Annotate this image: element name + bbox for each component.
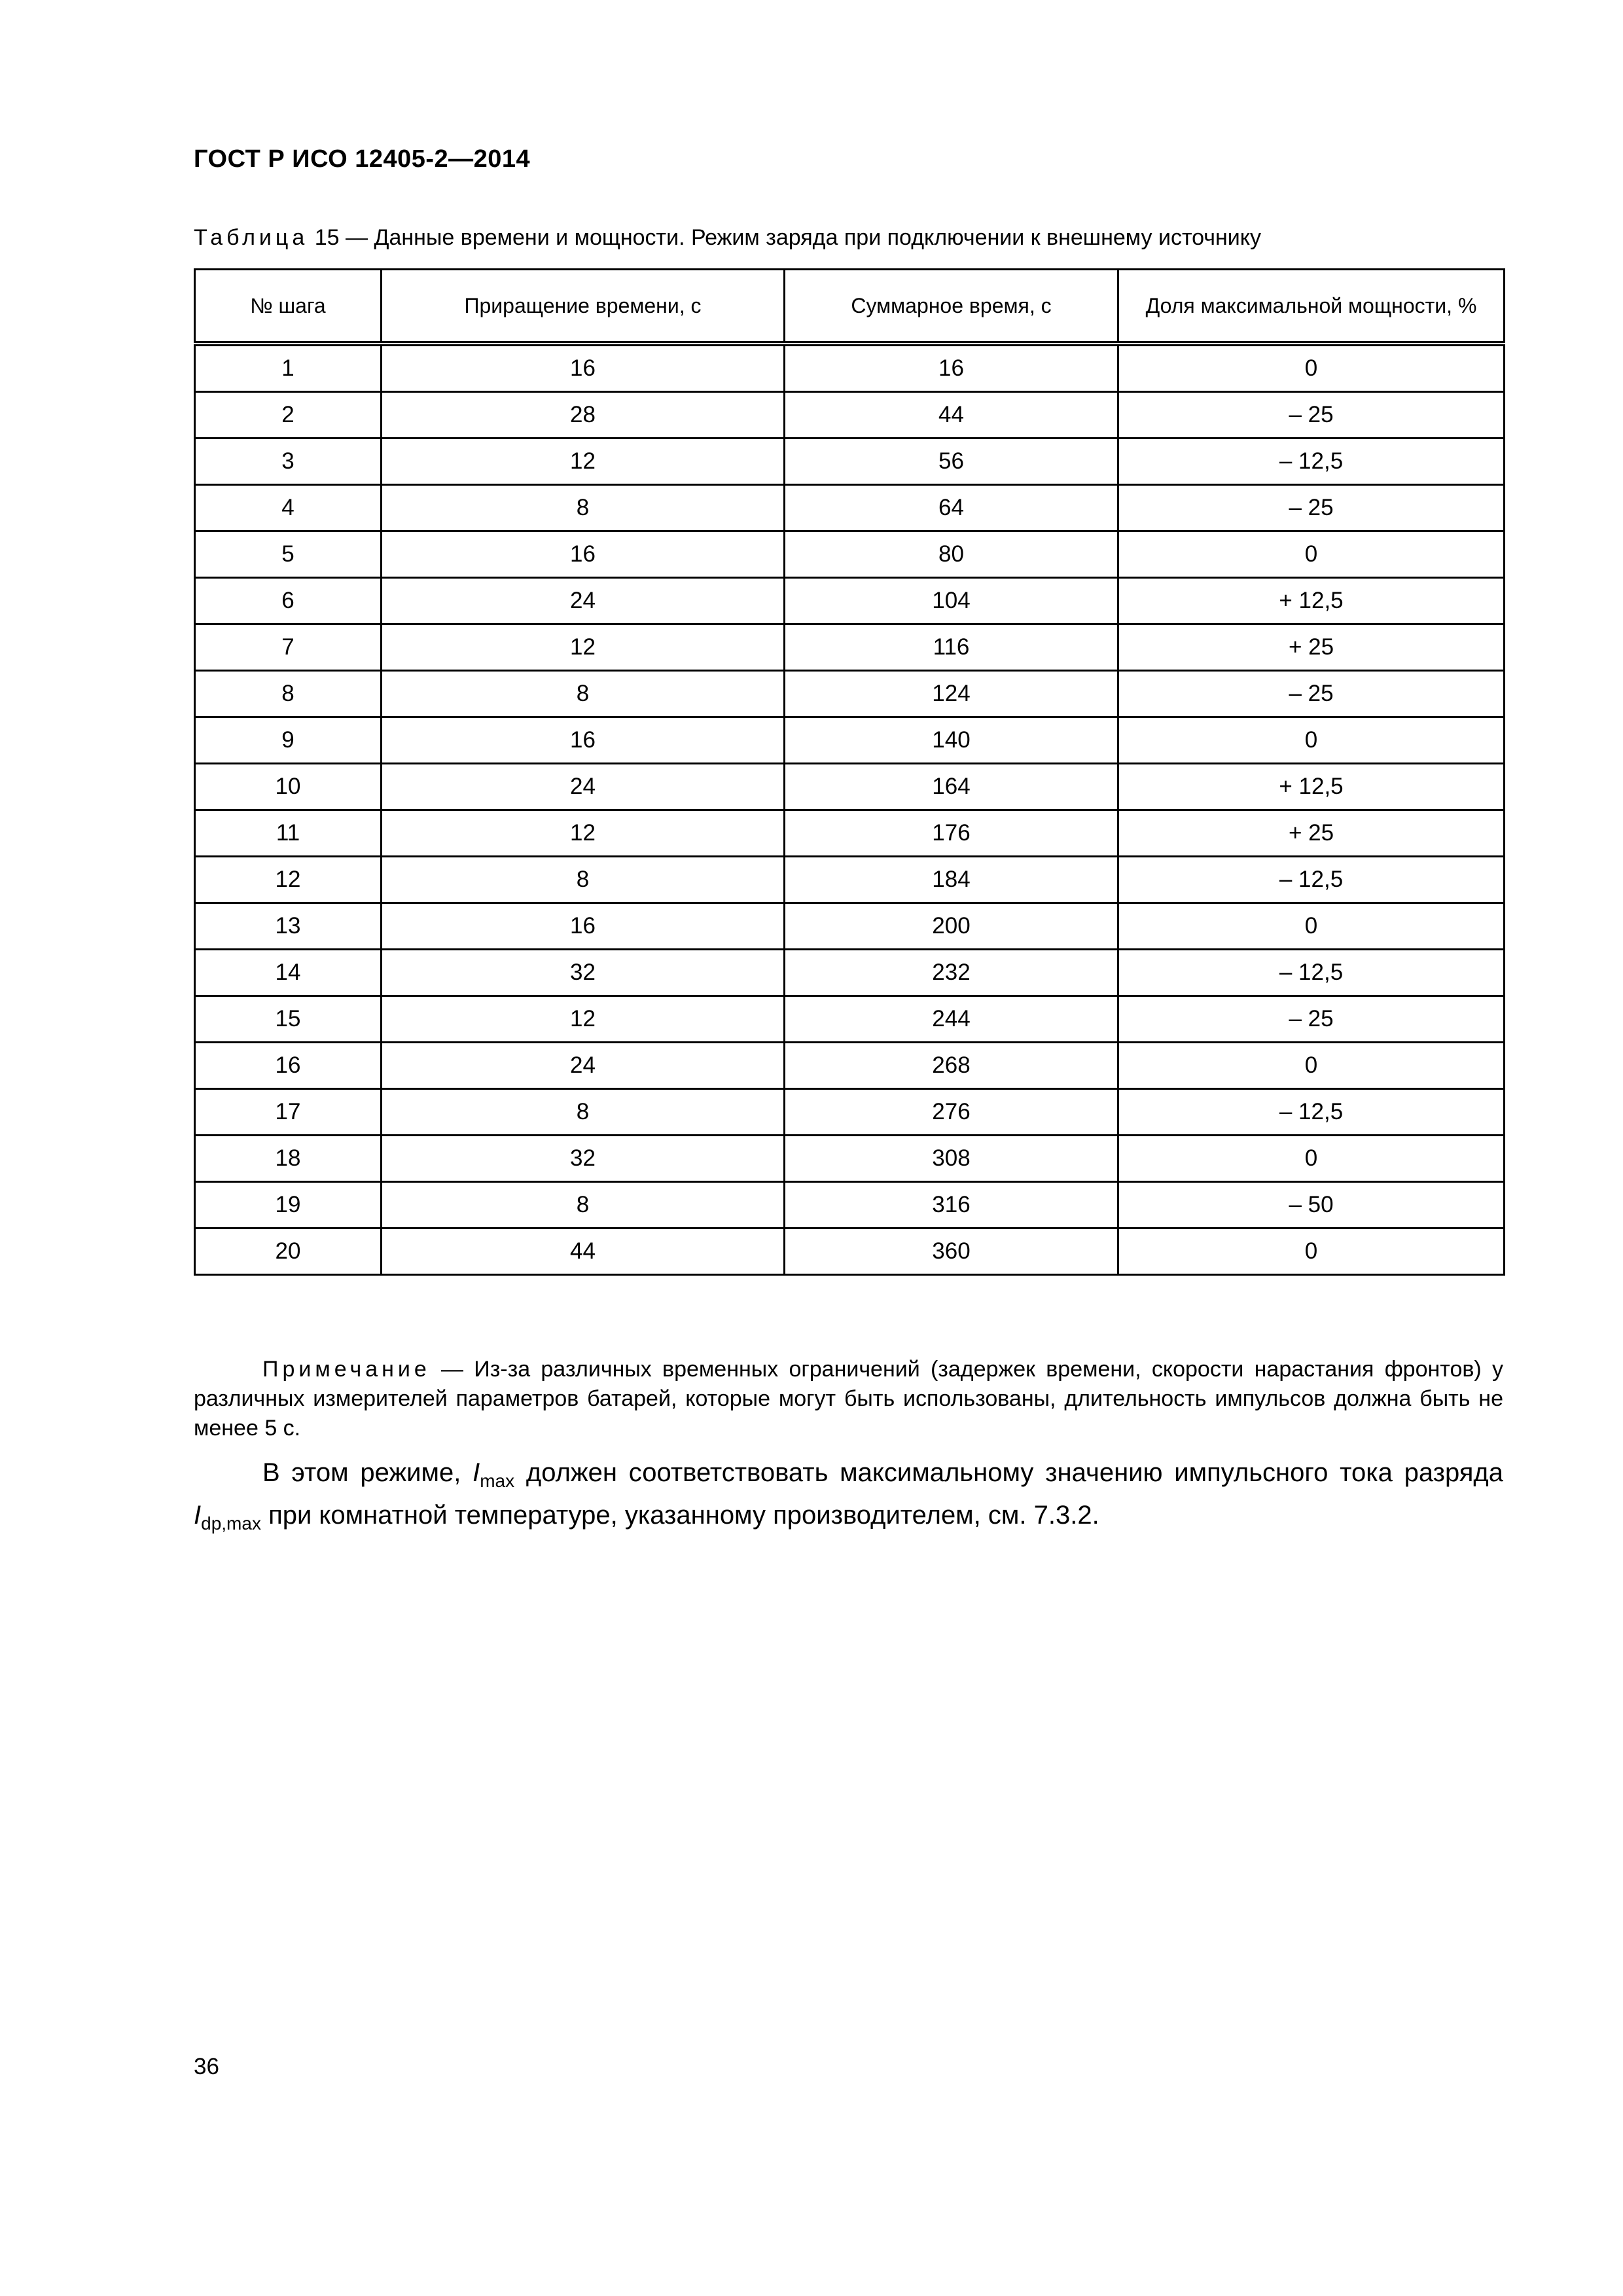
table-cell: 16	[382, 344, 785, 392]
table-cell: 44	[785, 392, 1118, 439]
table-cell: 12	[382, 439, 785, 485]
table-cell: 0	[1118, 903, 1505, 950]
table-cell: 17	[195, 1089, 382, 1136]
table-cell: 8	[382, 671, 785, 717]
table-cell: 184	[785, 857, 1118, 903]
table-cell: 19	[195, 1182, 382, 1229]
imax-symbol: I	[473, 1458, 480, 1487]
table-cell: 0	[1118, 1043, 1505, 1089]
table-cell: 9	[195, 717, 382, 764]
table-row	[195, 485, 1505, 531]
body-text-part1: В этом режиме,	[262, 1458, 473, 1487]
table-cell: 7	[195, 624, 382, 671]
power-time-table	[194, 268, 1505, 1276]
table-note	[194, 1355, 1503, 1443]
header-step-number: № шага	[195, 270, 382, 344]
table-cell: + 25	[1118, 810, 1505, 857]
table-row	[195, 439, 1505, 485]
table-cell: + 12,5	[1118, 578, 1505, 624]
note-text: — Из-за различных временных ограничений (задержек времени, скорости нарастания фронтов) у различных измерителей параметров батарей, которые могут быть использованы, длительность импульсов должна быть не менее 5 с.	[194, 1357, 1503, 1441]
table-row	[195, 996, 1505, 1043]
table-cell: 11	[195, 810, 382, 857]
table-cell: 2	[195, 392, 382, 439]
table-row	[195, 903, 1505, 950]
table-row	[195, 344, 1505, 392]
table-row	[195, 578, 1505, 624]
table-row	[195, 857, 1505, 903]
table-cell: 4	[195, 485, 382, 531]
table-caption-text: 15 — Данные времени и мощности. Режим заряда при подключении к внешнему источнику	[308, 225, 1262, 250]
idp-symbol: I	[194, 1501, 202, 1530]
table-cell: + 25	[1118, 624, 1505, 671]
table-cell: – 25	[1118, 485, 1505, 531]
table-cell: 8	[382, 485, 785, 531]
table-cell: 176	[785, 810, 1118, 857]
table-cell: 8	[195, 671, 382, 717]
note-label: Примечание	[262, 1357, 431, 1382]
table-cell: 20	[195, 1229, 382, 1275]
table-row	[195, 531, 1505, 578]
table-cell: 104	[785, 578, 1118, 624]
table-cell: 24	[382, 764, 785, 810]
table-cell: 44	[382, 1229, 785, 1275]
table-cell: 10	[195, 764, 382, 810]
table-cell: 32	[382, 1136, 785, 1182]
table-cell: 276	[785, 1089, 1118, 1136]
header-total-time: Суммарное время, с	[785, 270, 1118, 344]
table-cell: 12	[382, 810, 785, 857]
table-caption	[194, 225, 1261, 251]
table-cell: – 12,5	[1118, 857, 1505, 903]
table-cell: 116	[785, 624, 1118, 671]
table-cell: 316	[785, 1182, 1118, 1229]
table-cell: 16	[785, 344, 1118, 392]
body-text-part2: должен соответствовать максимальному значению импульсного тока разряда	[514, 1458, 1504, 1487]
table-cell: 232	[785, 950, 1118, 996]
page-number: 36	[194, 2054, 219, 2079]
header-time-increment: Приращение времени, с	[382, 270, 785, 344]
table-cell: 164	[785, 764, 1118, 810]
table-cell: 0	[1118, 1136, 1505, 1182]
table-cell: – 12,5	[1118, 950, 1505, 996]
table-cell: 64	[785, 485, 1118, 531]
table-cell: 24	[382, 1043, 785, 1089]
table-row	[195, 671, 1505, 717]
table-cell: 5	[195, 531, 382, 578]
table-cell: 28	[382, 392, 785, 439]
table-cell: 268	[785, 1043, 1118, 1089]
table-cell: 13	[195, 903, 382, 950]
table-row	[195, 1043, 1505, 1089]
table-cell: 8	[382, 1089, 785, 1136]
table-cell: 0	[1118, 531, 1505, 578]
table-cell: + 12,5	[1118, 764, 1505, 810]
table-cell: 0	[1118, 717, 1505, 764]
table-cell: 0	[1118, 1229, 1505, 1275]
table-cell: 308	[785, 1136, 1118, 1182]
table-row	[195, 1089, 1505, 1136]
table-cell: 124	[785, 671, 1118, 717]
table-cell: 244	[785, 996, 1118, 1043]
table-cell: 16	[195, 1043, 382, 1089]
table-row	[195, 950, 1505, 996]
table-header-row	[195, 270, 1505, 344]
table-cell: – 12,5	[1118, 1089, 1505, 1136]
header-power-share: Доля максимальной мощности, %	[1118, 270, 1505, 344]
table-cell: 360	[785, 1229, 1118, 1275]
table-cell: 56	[785, 439, 1118, 485]
table-cell: – 25	[1118, 996, 1505, 1043]
table-cell: 8	[382, 857, 785, 903]
table-row	[195, 717, 1505, 764]
document-header: ГОСТ Р ИСО 12405-2—2014	[194, 145, 531, 173]
body-paragraph	[194, 1456, 1503, 1541]
table-cell: 16	[382, 903, 785, 950]
table-cell: – 12,5	[1118, 439, 1505, 485]
table-row	[195, 1229, 1505, 1275]
table-cell: 1	[195, 344, 382, 392]
table-cell: 8	[382, 1182, 785, 1229]
table-cell: 12	[382, 996, 785, 1043]
table-cell: 80	[785, 531, 1118, 578]
table-row	[195, 810, 1505, 857]
table-row	[195, 1136, 1505, 1182]
table-cell: 12	[382, 624, 785, 671]
imax-subscript: max	[480, 1471, 515, 1491]
table-cell: 12	[195, 857, 382, 903]
table-row	[195, 1182, 1505, 1229]
table-cell: 18	[195, 1136, 382, 1182]
table-row	[195, 764, 1505, 810]
table-cell: 16	[382, 717, 785, 764]
table-cell: 200	[785, 903, 1118, 950]
table-caption-label: Таблица	[194, 225, 309, 250]
table-cell: 0	[1118, 344, 1505, 392]
table-cell: 3	[195, 439, 382, 485]
table-cell: – 25	[1118, 671, 1505, 717]
table-row	[195, 392, 1505, 439]
table-cell: – 50	[1118, 1182, 1505, 1229]
table-body	[195, 344, 1505, 1275]
table-cell: 24	[382, 578, 785, 624]
table-cell: 15	[195, 996, 382, 1043]
table-cell: 16	[382, 531, 785, 578]
table-cell: – 25	[1118, 392, 1505, 439]
table-cell: 140	[785, 717, 1118, 764]
table-row	[195, 624, 1505, 671]
body-text-part3: при комнатной температуре, указанному производителем, см. 7.3.2.	[260, 1501, 1099, 1530]
idp-subscript: dp,max	[201, 1513, 261, 1534]
table-cell: 14	[195, 950, 382, 996]
table-cell: 32	[382, 950, 785, 996]
table-cell: 6	[195, 578, 382, 624]
